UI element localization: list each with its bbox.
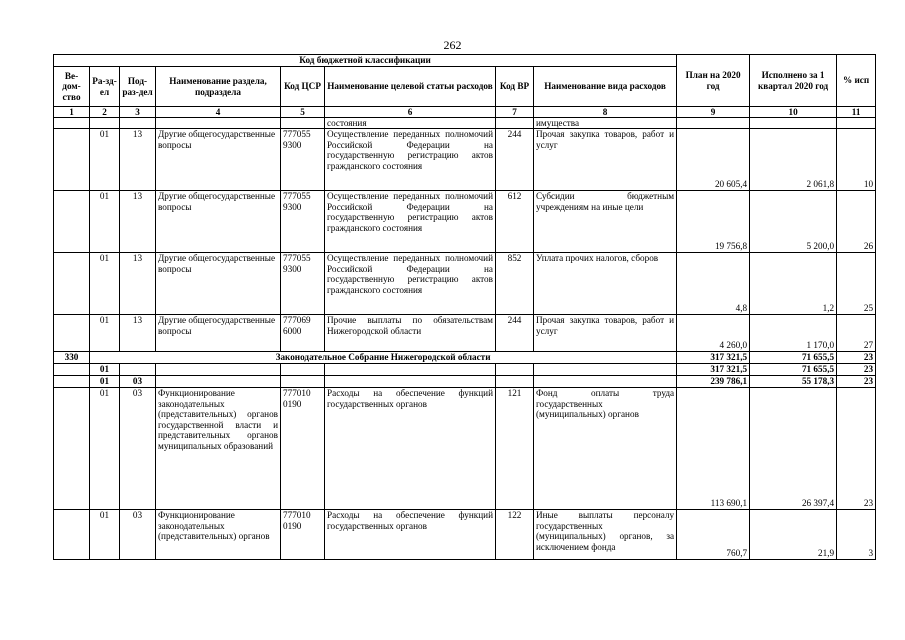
razdel-cell: 01 [90, 191, 120, 253]
razdel-cell: 01 [90, 510, 120, 560]
plan-cell: 4 260,0 [677, 315, 750, 352]
dept-name-cell: Законодательное Собрание Нижегородской области [90, 352, 677, 364]
table-row [54, 191, 876, 253]
vr-name-cell: Фонд оплаты труда государственных (муниципальных) органов [534, 388, 677, 510]
done-cell: 26 397,4 [750, 388, 837, 510]
done-cell: 2 061,8 [750, 129, 837, 191]
csr-cell: 777055 9300 [281, 129, 325, 191]
continuation-row [54, 118, 876, 129]
col-razdel-header: Ра-зд-ел [90, 67, 120, 107]
csr-cell: 777010 0190 [281, 388, 325, 510]
done-cell: 1,2 [750, 253, 837, 315]
target-cell: Расходы на обеспечение функций государственных органов [325, 510, 496, 560]
csr-cell: 777010 0190 [281, 510, 325, 560]
target-cell: Осуществление переданных полномочий Российской Федерации на государственную регистрацию актов гражданского состояния [325, 253, 496, 315]
podrazdel-cell: 03 [120, 388, 156, 510]
podrazdel-cell: 03 [120, 510, 156, 560]
group-title: Код бюджетной классификации [54, 55, 677, 67]
razdel-cell: 01 [90, 364, 120, 376]
column-number: 8 [534, 107, 677, 118]
col-plan-header: План на 2020 год [677, 55, 750, 107]
vr-cell: 852 [496, 253, 534, 315]
vr-name-cell: Прочая закупка товаров, работ и услуг [534, 315, 677, 352]
col-pct-header: % исп [837, 55, 876, 107]
pct-cell: 23 [837, 352, 876, 364]
name-cell: Функционирование законодательных (представительных) органов [156, 510, 281, 560]
plan-cell: 113 690,1 [677, 388, 750, 510]
csr-cell: 777069 6000 [281, 315, 325, 352]
done-cell: 5 200,0 [750, 191, 837, 253]
csr-cell: 777055 9300 [281, 253, 325, 315]
plan-cell: 19 756,8 [677, 191, 750, 253]
table-row [54, 388, 876, 510]
col-name-header: Наименование раздела, подраздела [156, 67, 281, 107]
csr-cell: 777055 9300 [281, 191, 325, 253]
razdel-cell: 01 [90, 388, 120, 510]
col-podrazdel-header: Под-раз-дел [120, 67, 156, 107]
target-cell: Осуществление переданных полномочий Российской Федерации на государственную регистрацию актов гражданского состояния [325, 129, 496, 191]
razdel-cell: 01 [90, 376, 120, 388]
target-cell: Расходы на обеспечение функций государственных органов [325, 388, 496, 510]
vr-name-cell: Уплата прочих налогов, сборов [534, 253, 677, 315]
name-cell: Другие общегосударственные вопросы [156, 129, 281, 191]
subsection-row [54, 376, 876, 388]
column-number: 4 [156, 107, 281, 118]
pct-cell: 25 [837, 253, 876, 315]
col-dept-header: Ве-дом-ство [54, 67, 90, 107]
col-vr-header: Код ВР [496, 67, 534, 107]
plan-cell: 239 786,1 [677, 376, 750, 388]
vr-cell: 121 [496, 388, 534, 510]
table-row [54, 315, 876, 352]
column-number: 10 [750, 107, 837, 118]
done-cell: 55 178,3 [750, 376, 837, 388]
vr-cell: 612 [496, 191, 534, 253]
plan-cell: 760,7 [677, 510, 750, 560]
plan-cell: 317 321,5 [677, 364, 750, 376]
pct-cell: 10 [837, 129, 876, 191]
vr-name-cell: Иные выплаты персоналу государственных (муниципальных) органов, за исключением фонда [534, 510, 677, 560]
plan-cell: 317 321,5 [677, 352, 750, 364]
name-cell: Другие общегосударственные вопросы [156, 315, 281, 352]
pct-cell: 26 [837, 191, 876, 253]
done-cell: 71 655,5 [750, 364, 837, 376]
pct-cell: 23 [837, 388, 876, 510]
target-cell: состояния [325, 118, 496, 129]
done-cell: 21,9 [750, 510, 837, 560]
podrazdel-cell: 13 [120, 191, 156, 253]
pct-cell: 27 [837, 315, 876, 352]
vr-cell: 244 [496, 129, 534, 191]
podrazdel-cell: 13 [120, 315, 156, 352]
vr-name-cell: имущества [534, 118, 677, 129]
done-cell: 1 170,0 [750, 315, 837, 352]
column-number-row [54, 107, 876, 118]
column-number: 5 [281, 107, 325, 118]
razdel-cell: 01 [90, 129, 120, 191]
podrazdel-cell: 13 [120, 253, 156, 315]
vr-cell: 244 [496, 315, 534, 352]
target-cell: Прочие выплаты по обязательствам Нижегородской области [325, 315, 496, 352]
column-number: 6 [325, 107, 496, 118]
col-target-header: Наименование целевой статьи расходов [325, 67, 496, 107]
col-vrname-header: Наименование вида расходов [534, 67, 677, 107]
vr-name-cell: Субсидии бюджетным учреждениям на иные цели [534, 191, 677, 253]
plan-cell: 20 605,4 [677, 129, 750, 191]
col-csr-header: Код ЦСР [281, 67, 325, 107]
column-number: 3 [120, 107, 156, 118]
plan-cell: 4,8 [677, 253, 750, 315]
table-row [54, 129, 876, 191]
table-row [54, 253, 876, 315]
dept-code-cell: 330 [54, 352, 90, 364]
name-cell: Функционирование законодательных (представительных) органов государственной власти и представительных органов муниципальных образований [156, 388, 281, 510]
col-done-header: Исполнено за 1 квартал 2020 год [750, 55, 837, 107]
razdel-cell: 01 [90, 315, 120, 352]
done-cell: 71 655,5 [750, 352, 837, 364]
table-row [54, 510, 876, 560]
section-row [54, 364, 876, 376]
vr-cell: 122 [496, 510, 534, 560]
razdel-cell: 01 [90, 253, 120, 315]
podrazdel-cell: 13 [120, 129, 156, 191]
column-number: 11 [837, 107, 876, 118]
podrazdel-cell: 03 [120, 376, 156, 388]
name-cell: Другие общегосударственные вопросы [156, 191, 281, 253]
column-number: 7 [496, 107, 534, 118]
page-number: 262 [443, 38, 462, 52]
pct-cell: 3 [837, 510, 876, 560]
column-number: 1 [54, 107, 90, 118]
column-number: 2 [90, 107, 120, 118]
budget-table [53, 54, 876, 560]
column-number: 9 [677, 107, 750, 118]
department-row [54, 352, 876, 364]
vr-name-cell: Прочая закупка товаров, работ и услуг [534, 129, 677, 191]
name-cell: Другие общегосударственные вопросы [156, 253, 281, 315]
target-cell: Осуществление переданных полномочий Российской Федерации на государственную регистрацию актов гражданского состояния [325, 191, 496, 253]
pct-cell: 23 [837, 376, 876, 388]
pct-cell: 23 [837, 364, 876, 376]
